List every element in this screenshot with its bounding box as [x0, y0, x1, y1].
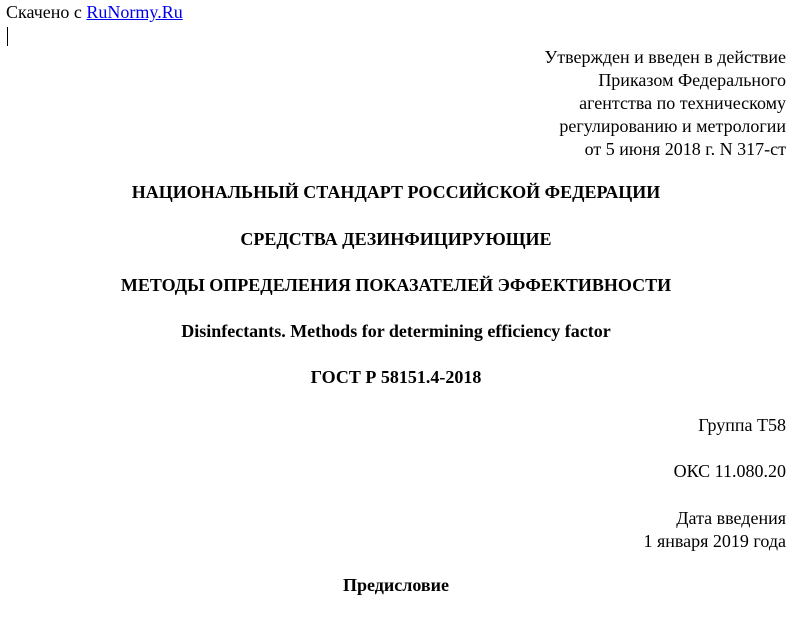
standard-designation: ГОСТ Р 58151.4-2018: [310, 367, 482, 387]
oks-code: ОКС 11.080.20: [673, 461, 786, 481]
approval-line: Утвержден и введен в действие: [544, 47, 786, 67]
source-prefix: Скачено с: [6, 2, 87, 22]
approval-line: регулированию и метрологии: [559, 116, 786, 136]
group-code: Группа Т58: [698, 415, 786, 435]
approval-block: [544, 46, 786, 161]
approval-line: от 5 июня 2018 г. N 317-ст: [584, 139, 786, 159]
source-line: [6, 2, 183, 22]
english-title: Disinfectants. Methods for determining efficiency factor: [181, 321, 611, 341]
source-link[interactable]: RuNormy.Ru: [86, 2, 183, 22]
document-subtitle: МЕТОДЫ ОПРЕДЕЛЕНИЯ ПОКАЗАТЕЛЕЙ ЭФФЕКТИВНОСТИ: [120, 275, 672, 295]
approval-line: агентства по техническому: [579, 93, 786, 113]
effective-date-block: [643, 507, 786, 553]
effective-date-value: 1 января 2019 года: [643, 531, 786, 551]
standard-type-heading: НАЦИОНАЛЬНЫЙ СТАНДАРТ РОССИЙСКОЙ ФЕДЕРАЦИИ: [131, 182, 661, 202]
document-title: СРЕДСТВА ДЕЗИНФИЦИРУЮЩИЕ: [240, 229, 552, 249]
approval-line: Приказом Федерального: [598, 70, 786, 90]
section-heading-preface: Предисловие: [343, 575, 449, 595]
text-cursor: [7, 27, 8, 46]
effective-date-label: Дата введения: [676, 508, 786, 528]
